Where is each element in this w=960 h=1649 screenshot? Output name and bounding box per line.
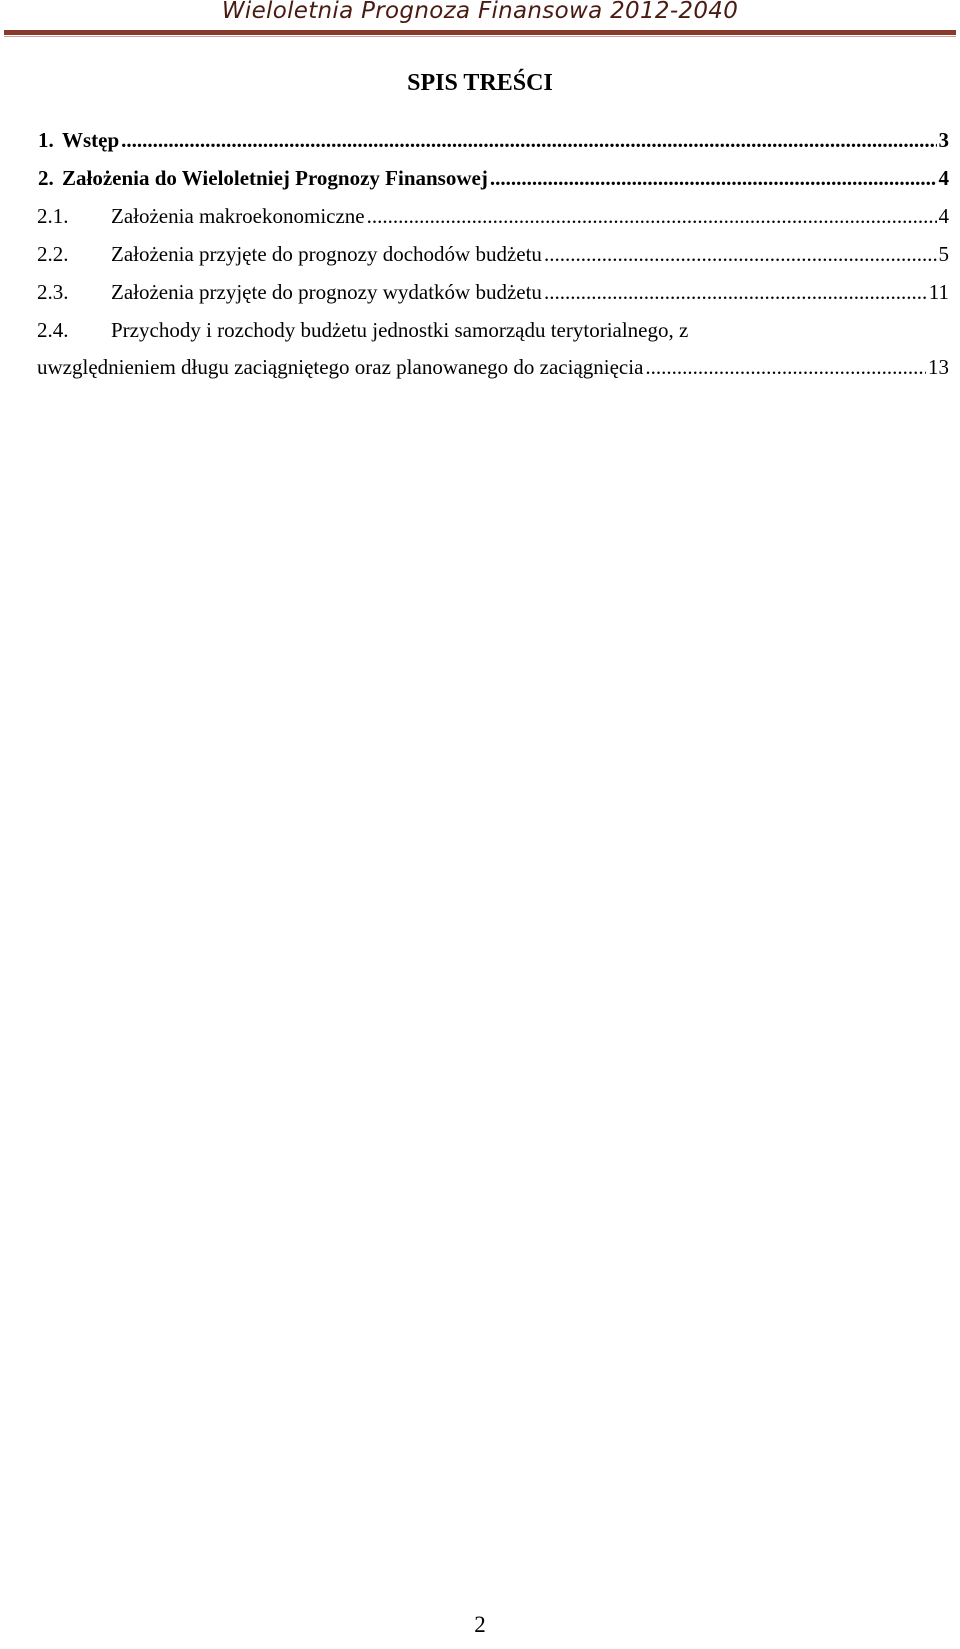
header-rule-thin xyxy=(4,36,956,37)
toc-entry-number: 2.3. xyxy=(37,280,69,304)
toc-entry-page: 4 xyxy=(938,166,949,190)
toc-entry-page: 11 xyxy=(928,280,949,304)
page-header xyxy=(0,0,960,38)
toc-entry-label-line1: Przychody i rozchody budżetu jednostki samorządu terytorialnego, z xyxy=(111,318,689,342)
toc-entry-1[interactable] xyxy=(37,126,949,164)
table-of-contents xyxy=(37,126,949,390)
toc-title: SPIS TREŚCI xyxy=(407,70,553,96)
header-rule xyxy=(4,30,956,35)
toc-leader-dots xyxy=(645,353,926,381)
toc-entry-page: 4 xyxy=(938,204,949,228)
toc-leader-dots xyxy=(544,240,937,268)
toc-entry-2-2[interactable] xyxy=(37,240,949,278)
toc-entry-2-3[interactable] xyxy=(37,278,949,316)
toc-entry-2[interactable] xyxy=(37,164,949,202)
toc-leader-dots xyxy=(121,126,936,154)
toc-entry-label: Wstęp xyxy=(62,128,120,152)
toc-entry-page: 3 xyxy=(938,128,949,152)
toc-entry-number: 2. xyxy=(38,166,54,190)
toc-entry-page: 13 xyxy=(928,355,949,379)
toc-entry-label-line2: uwzględnieniem długu zaciągniętego oraz planowanego do zaciągnięcia xyxy=(37,355,644,379)
toc-entry-number: 2.2. xyxy=(37,242,69,266)
toc-entry-2-1[interactable] xyxy=(37,202,949,240)
toc-entry-number: 2.4. xyxy=(37,318,69,342)
toc-entry-label: Założenia makroekonomiczne xyxy=(111,204,365,228)
toc-entry-number: 1. xyxy=(38,128,54,152)
toc-entry-page: 5 xyxy=(938,242,949,266)
toc-leader-dots xyxy=(544,278,927,306)
toc-entry-2-4[interactable] xyxy=(37,316,949,390)
toc-leader-dots xyxy=(367,202,937,230)
toc-entry-label: Założenia przyjęte do prognozy wydatków budżetu xyxy=(111,280,542,304)
page-number: 2 xyxy=(474,1612,486,1637)
toc-entry-label: Założenia do Wieloletniej Prognozy Finansowej xyxy=(62,166,488,190)
header-title: Wieloletnia Prognoza Finansowa 2012-2040 xyxy=(221,0,739,24)
toc-entry-number: 2.1. xyxy=(37,204,69,228)
toc-entry-label: Założenia przyjęte do prognozy dochodów budżetu xyxy=(111,242,542,266)
toc-leader-dots xyxy=(490,164,937,192)
